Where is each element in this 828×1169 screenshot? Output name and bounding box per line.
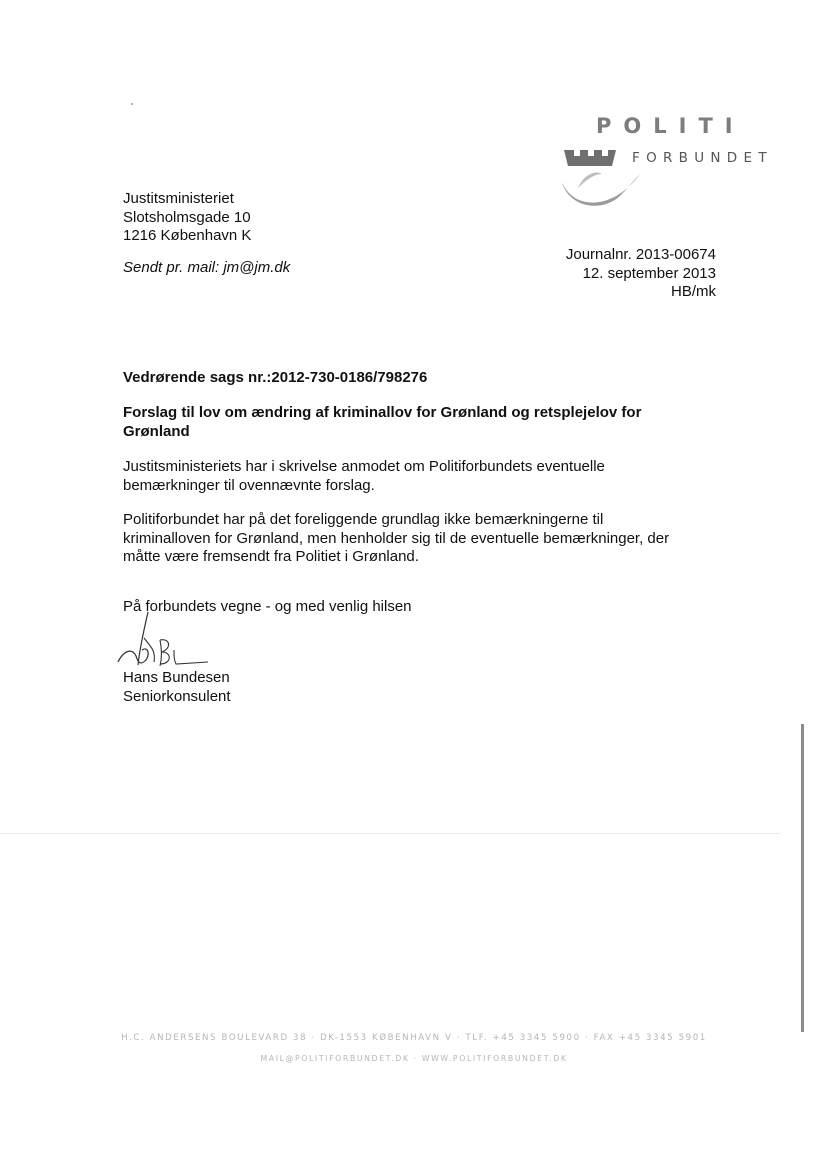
subject-title [123, 404, 641, 441]
recipient-name: Justitsministeriet [123, 190, 234, 207]
recipient-address [123, 190, 251, 246]
body-line: bemærkninger til ovennævnte forslag. [123, 476, 375, 494]
recipient-city: 1216 København K [123, 227, 252, 244]
sent-by-mail: Sendt pr. mail: jm@jm.dk [123, 259, 291, 276]
body-paragraph-2 [123, 511, 669, 567]
scan-divider [0, 833, 780, 834]
subject-title-line: Forslag til lov om ændring af kriminallov for Grønland og retsplejelov for [123, 404, 642, 421]
case-reference: Vedrørende sags nr.:2012-730-0186/798276 [123, 369, 428, 386]
signatory-name: Hans Bundesen [123, 669, 230, 686]
logo-subtitle: FORBUNDET [632, 150, 773, 166]
body-paragraph-1 [123, 458, 605, 495]
closing-greeting: På forbundets vegne - og med venlig hilsen [123, 598, 412, 615]
reference-block [456, 246, 716, 302]
logo-word: POLITI [596, 114, 745, 138]
body-line: måtte være fremsendt fra Politiet i Grønland. [123, 548, 419, 565]
signatory [123, 669, 231, 706]
initials: HB/mk [671, 283, 716, 300]
scan-edge-bar [801, 724, 804, 1032]
signatory-role: Seniorkonsulent [123, 687, 231, 705]
body-line: Politiforbundet har på det foreliggende grundlag ikke bemærkningerne til [123, 511, 604, 528]
scan-speck [131, 103, 133, 105]
footer-address: H.C. ANDERSENS BOULEVARD 38 · DK-1553 KØBENHAVN V · TLF. +45 3345 5900 · FAX +45 3345 5901 [121, 1033, 707, 1043]
footer-contact: MAIL@POLITIFORBUNDET.DK · WWW.POLITIFORBUNDET.DK [260, 1054, 568, 1063]
letter-date: 12. september 2013 [582, 264, 716, 282]
logo [560, 112, 790, 222]
signature-image [110, 610, 220, 670]
body-line: Justitsministeriets har i skrivelse anmodet om Politiforbundets eventuelle [123, 458, 605, 475]
recipient-street: Slotsholmsgade 10 [123, 208, 251, 226]
subject-title-line: Grønland [123, 422, 190, 440]
journal-number: Journalnr. 2013-00674 [565, 246, 716, 263]
body-line: kriminalloven for Grønland, men henholder sig til de eventuelle bemærkninger, der [123, 529, 670, 547]
